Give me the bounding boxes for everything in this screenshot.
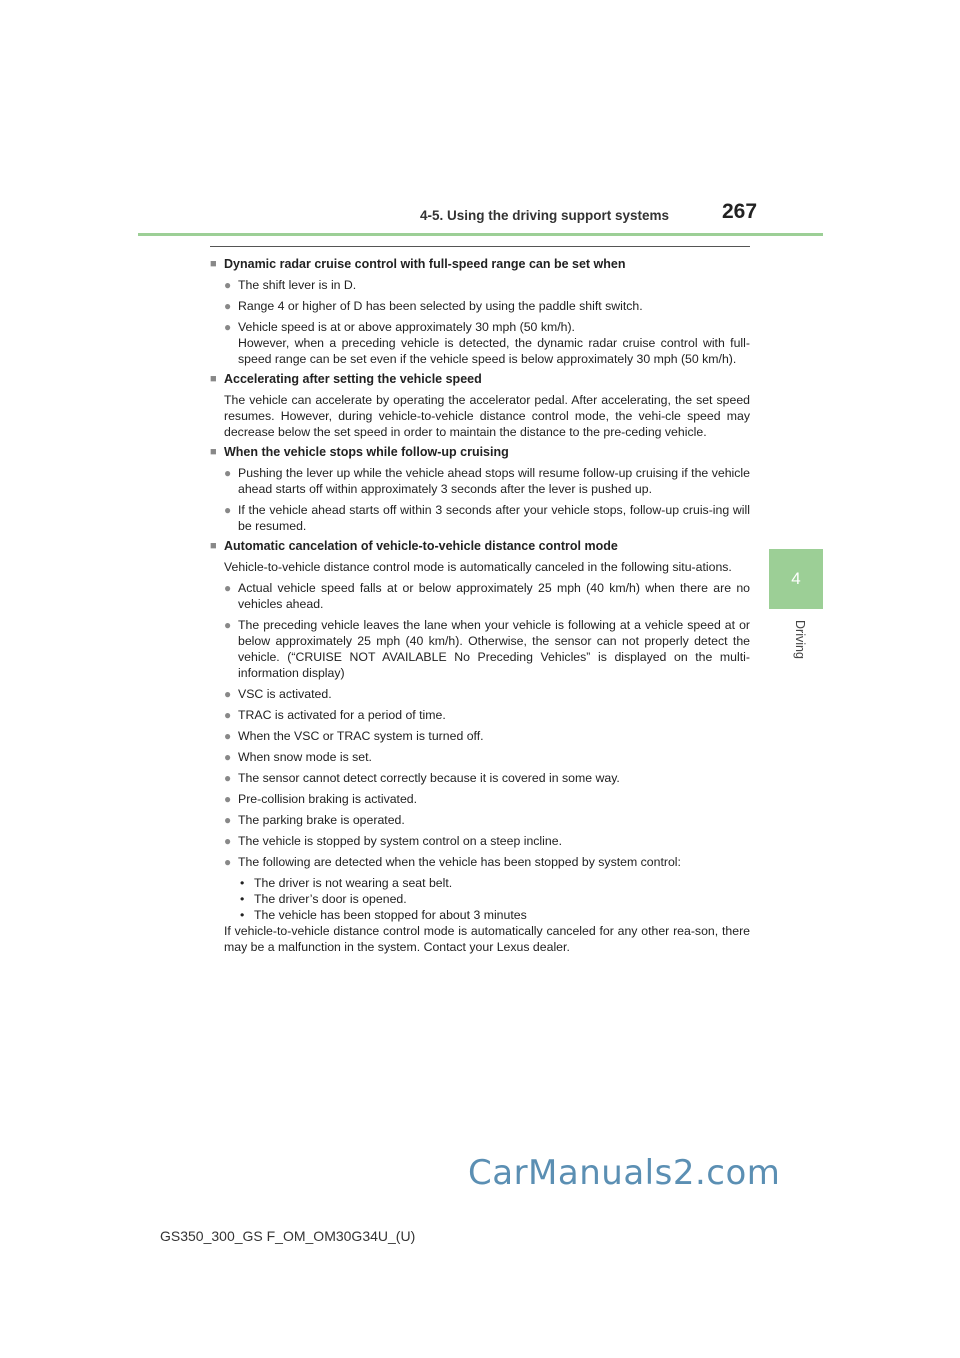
list-item: ● TRAC is activated for a period of time. — [224, 708, 446, 722]
header-divider — [138, 233, 823, 236]
page-number: 267 — [722, 200, 758, 223]
dot-bullet-icon: ● — [224, 813, 232, 827]
page-header — [0, 0, 960, 240]
sub-list-item: • The driver is not wearing a seat belt. — [240, 876, 453, 890]
small-dot-icon: • — [240, 876, 245, 890]
dot-bullet-icon: ● — [224, 278, 232, 292]
paragraph: The vehicle can accelerate by operating the accelerator pedal. After accelerating, the set speed resumes. However, during vehicle-to-vehicle distance control mode, the vehi-cle speed may decrease below the set speed in order to maintain the distance to the pre-ceding vehicle. — [224, 393, 750, 439]
sub-list-item: • The driver’s door is opened. — [240, 892, 407, 906]
section-title: ■ Dynamic radar cruise control with full-speed range can be set when — [210, 257, 626, 271]
dot-bullet-icon: ● — [224, 729, 232, 743]
list-item: ● The sensor cannot detect correctly because it is covered in some way. — [224, 771, 620, 785]
list-item: ● Pushing the lever up while the vehicle ahead stops will resume follow-up cruising if the vehicle ahead starts off within approximately 3 seconds after the lever is pushed up. — [224, 466, 750, 496]
paragraph: Vehicle-to-vehicle distance control mode is automatically canceled in the following situ-ations. — [224, 560, 732, 574]
dot-bullet-icon: ● — [224, 855, 232, 869]
dot-bullet-icon: ● — [224, 834, 232, 848]
dot-bullet-icon: ● — [224, 708, 232, 722]
square-bullet-icon: ■ — [210, 540, 217, 552]
header-section-title: 4-5. Using the driving support systems — [420, 208, 670, 223]
page-content — [210, 246, 750, 955]
list-item: ● Pre-collision braking is activated. — [224, 792, 418, 806]
list-item: ● When snow mode is set. — [224, 750, 372, 764]
dot-bullet-icon: ● — [224, 687, 232, 701]
dot-bullet-icon: ● — [224, 581, 232, 595]
dot-bullet-icon: ● — [224, 618, 232, 632]
dot-bullet-icon: ● — [224, 771, 232, 785]
closing-paragraph: If vehicle-to-vehicle distance control mode is automatically canceled for any other rea-son, there may be a malfunction in the system. Contact your Lexus dealer. — [224, 924, 750, 954]
section-title: ■ When the vehicle stops while follow-up cruising — [210, 445, 509, 459]
dot-bullet-icon: ● — [224, 792, 232, 806]
chapter-label: Driving — [793, 620, 807, 659]
dot-bullet-icon: ● — [224, 466, 232, 480]
watermark-logo: CarManuals2.com — [468, 1153, 781, 1193]
square-bullet-icon: ■ — [210, 373, 217, 385]
section-title: ■ Automatic cancelation of vehicle-to-vehicle distance control mode — [210, 539, 618, 553]
list-item: ● If the vehicle ahead starts off within 3 seconds after your vehicle stops, follow-up cruis-ing will be resumed. — [224, 503, 750, 533]
dot-bullet-icon: ● — [224, 299, 232, 313]
list-item: ● The preceding vehicle leaves the lane when your vehicle is following at a vehicle speed at or below approximately 25 mph (40 km/h). Otherwise, the sensor can not properly detect the vehicle. (“CRUISE NOT AVAILABLE No Preceding Vehicles” is displayed on the multi-information display) — [224, 618, 750, 680]
chapter-tab[interactable]: 4 — [769, 549, 823, 609]
list-item: ● The shift lever is in D. — [224, 278, 357, 292]
list-item: ● When the VSC or TRAC system is turned off. — [224, 729, 484, 743]
square-bullet-icon: ■ — [210, 258, 217, 270]
list-item: ● VSC is activated. — [224, 687, 332, 701]
small-dot-icon: • — [240, 892, 245, 906]
list-item: ● The following are detected when the vehicle has been stopped by system control: — [224, 855, 681, 869]
section-title: ■ Accelerating after setting the vehicle speed — [210, 372, 482, 386]
document-code: GS350_300_GS F_OM_OM30G34U_(U) — [160, 1228, 416, 1244]
square-bullet-icon: ■ — [210, 446, 217, 458]
list-item: ● Actual vehicle speed falls at or below approximately 25 mph (40 km/h) when there are no vehicles ahead. — [224, 581, 750, 611]
dot-bullet-icon: ● — [224, 503, 232, 517]
list-item: ● The parking brake is operated. — [224, 813, 405, 827]
sub-list-item: • The vehicle has been stopped for about 3 minutes — [240, 908, 527, 922]
small-dot-icon: • — [240, 908, 245, 922]
dot-bullet-icon: ● — [224, 320, 232, 334]
list-item: ● Vehicle speed is at or above approximately 30 mph (50 km/h). However, when a preceding vehicle is detected, the dynamic radar cruise control with full-speed range can be set even if the vehicle speed is below approximately 30 mph (50 km/h). — [224, 320, 750, 366]
list-item: ● The vehicle is stopped by system control on a steep incline. — [224, 834, 562, 848]
list-item: ● Range 4 or higher of D has been selected by using the paddle shift switch. — [224, 299, 643, 313]
dot-bullet-icon: ● — [224, 750, 232, 764]
